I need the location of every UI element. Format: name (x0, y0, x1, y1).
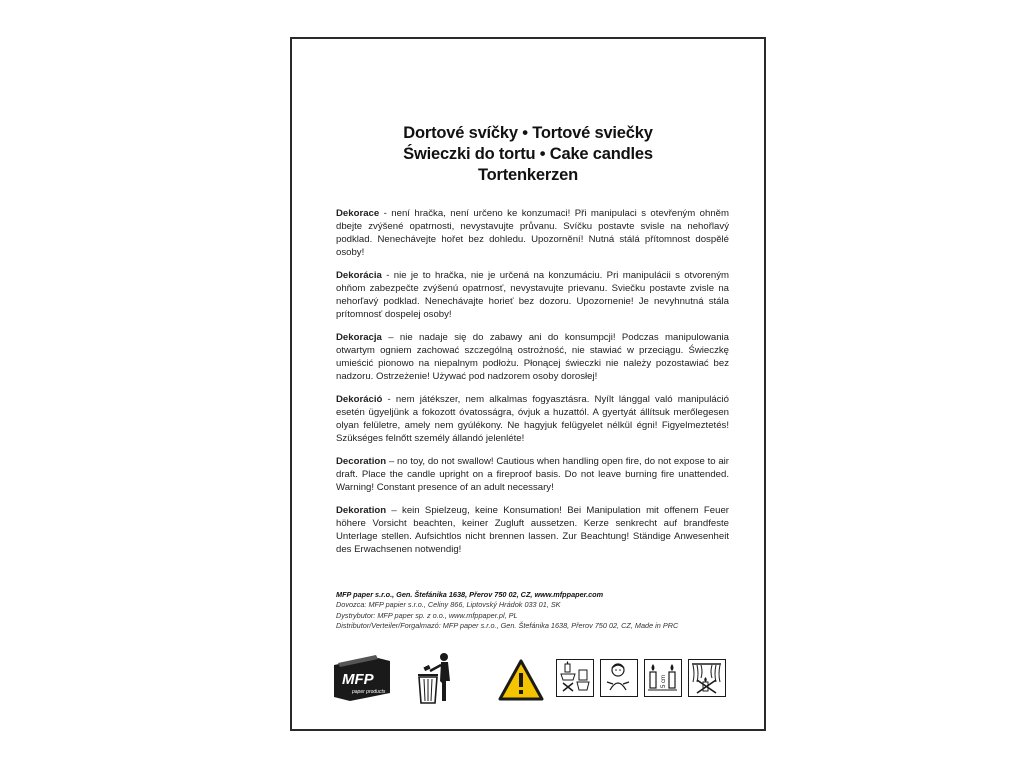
manufacturer-line: MFP paper s.r.o., Gen. Štefánika 1638, Přerov 750 02, CZ, www.mfppaper.com (336, 590, 604, 599)
paragraph-lead: Dekoracja (336, 332, 382, 343)
distributor-line-multi: Distributor/Verteiler/Forgalmazó: MFP paper s.r.o., Gen. Štefánika 1638, Přerov 750 02, CZ, Made in PRC (336, 621, 679, 631)
instruction-sheet (290, 37, 766, 731)
warning-triangle-icon (498, 659, 544, 706)
paragraph-text: – kein Spielzeug, keine Konsumation! Bei Manipulation mit offenem Feuer höhere Vorsicht beachten, keiner Zugluft aussetzen. Kerze senkrecht auf brandfeste Unterlage stellen. Aufsichtlos nicht brennen lassen. Zur Beachtung! Ständige Anwesenheit des Erwachsenen notwendig! (336, 505, 729, 555)
paragraph-cz (336, 207, 729, 259)
logo-subtext: paper products (352, 689, 386, 695)
paragraph-lead: Decoration (336, 456, 387, 467)
paragraph-text: – nie nadaje się do zabawy ani do konsumpcji! Podczas manipulowania otwartym ogniem zachować szczególną ostrożność, nie stawiać w przeciągu. Świeczkę umieścić pionowo na niepalnym podłożu. Płonącej świeczki nie należy pozostawiać bez nadzoru. Ostrzeżenie! Używać pod nadzorem osoby dorosłej! (336, 332, 729, 382)
paragraph-lead: Dekoráció (336, 394, 383, 405)
warnings-body (336, 207, 729, 566)
paragraph-text: - nie je to hračka, nie je určená na konzumáciu. Pri manipulácii s otvoreným ohňom zabezpečte zvýšenú opatrnosť, nevystavujte prievanu. Sviečku postavte zvisle na nehorľavý podklad. Nenechávajte horieť bez dozoru. Upozornenie! Je nevyhnutná stála prítomnosť dospelej osoby! (336, 270, 729, 320)
paragraph-text: - nem játékszer, nem alkalmas fogyasztásra. Nyílt lánggal való manipuláció esetén ügyeljünk a fokozott óvatosságra, óvjuk a huzattól. A gyertyát állítsuk merőlegesen olyan felületre, amely nem gyúlékony. Ne hagyjuk felügyelet nélkül égni! Figyelmeztetés! Szükséges felnőtt személy állandó jelenléte! (336, 394, 729, 444)
recycle-bin-person-icon (416, 651, 456, 710)
paragraph-sk (336, 269, 729, 321)
paragraph-de (336, 504, 729, 556)
paragraph-lead: Dekorace (336, 208, 380, 219)
distributor-line: Dystrybutor: MFP paper sp. z o.o., www.mfppaper.pl, PL (336, 610, 518, 620)
paragraph-lead: Dekoration (336, 505, 387, 516)
icon-row (330, 651, 730, 715)
title-line-3: Tortenkerzen (478, 166, 578, 184)
manufacturer-info (336, 590, 736, 632)
candle-distance-icon (644, 659, 682, 697)
title-block (292, 123, 764, 186)
no-candle-on-flammable-icon (556, 659, 594, 697)
title-line-1: Dortové svíčky • Tortové sviečky (403, 124, 653, 142)
paragraph-lead: Dekorácia (336, 270, 382, 281)
logo-text: MFP (342, 671, 374, 688)
mfp-logo (330, 653, 394, 708)
paragraph-text: - není hračka, není určeno ke konzumaci! Při manipulaci s otevřeným ohněm dbejte zvýšené opatrnosti, nevystavujte průvanu. Svíčku postavte svisle na nehořlavý podklad. Nenechávejte hořet bez dohledu. Upozornění! Nutná stálá přítomnost dospělé osoby! (336, 208, 729, 258)
paragraph-text: – no toy, do not swallow! Cautious when handling open fire, do not expose to air draft. Place the candle upright on a fireproof basis. Do not leave burning fire unattended. Warning! Constant presence of an adult necessary! (336, 456, 729, 493)
no-curtains-icon (688, 659, 726, 697)
paragraph-en (336, 455, 729, 494)
paragraph-pl (336, 331, 729, 383)
importer-line: Dovozca: MFP papier s.r.o., Celiny 866, Liptovský Hrádok 033 01, SK (336, 600, 561, 610)
distance-label: 5 cm (661, 674, 667, 688)
title-line-2: Świeczki do tortu • Cake candles (403, 145, 653, 163)
paragraph-hu (336, 393, 729, 445)
child-supervision-icon (600, 659, 638, 697)
